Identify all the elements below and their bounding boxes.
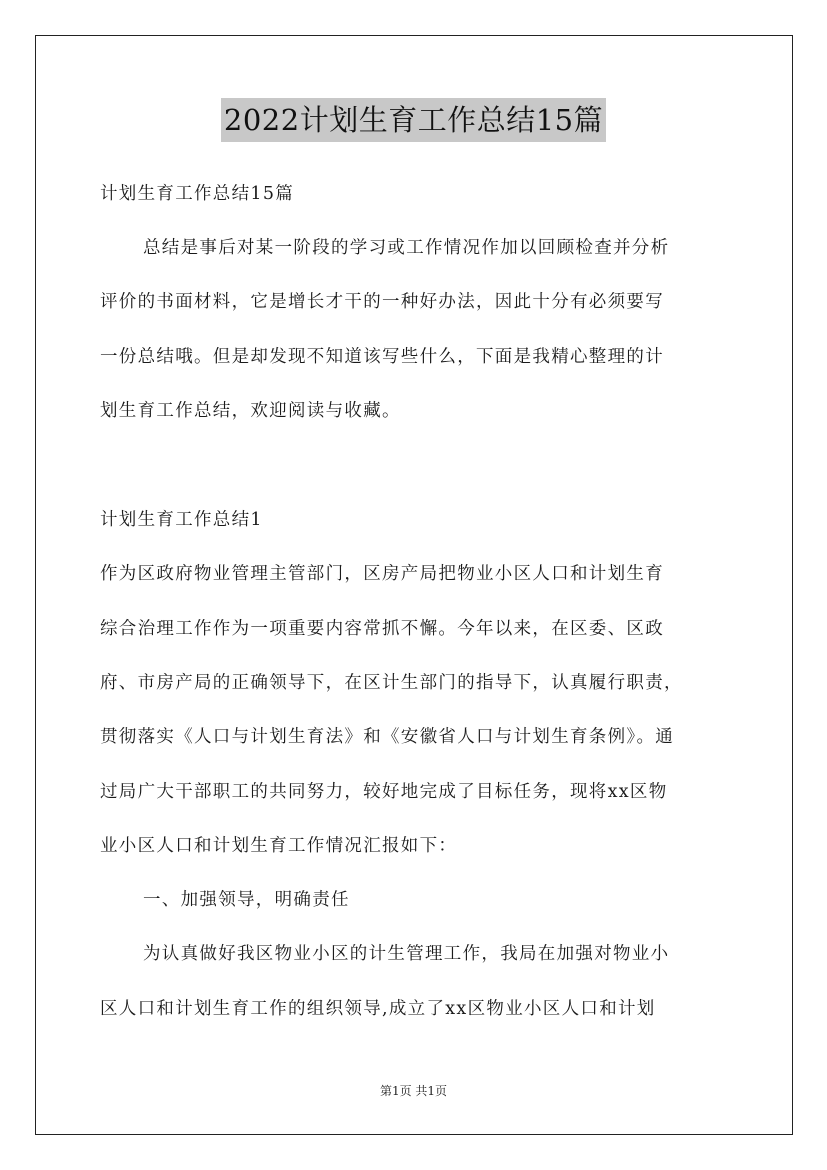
intro-line: 总结是事后对某一阶段的学习或工作情况作加以回顾检查并分析 bbox=[143, 238, 670, 258]
document-title: 2022计划生育工作总结15篇 bbox=[221, 98, 606, 142]
section-heading: 计划生育工作总结1 bbox=[100, 510, 263, 530]
point-line: 为认真做好我区物业小区的计生管理工作，我局在加强对物业小 bbox=[143, 944, 670, 964]
intro-line: 一份总结哦。但是却发现不知道该写些什么，下面是我精心整理的计 bbox=[100, 347, 664, 367]
document-subtitle: 计划生育工作总结15篇 bbox=[100, 184, 295, 204]
body-line: 业小区人口和计划生育工作情况汇报如下： bbox=[100, 836, 458, 856]
body-line: 作为区政府物业管理主管部门，区房产局把物业小区人口和计划生育 bbox=[100, 564, 664, 584]
body-line: 过局广大干部职工的共同努力，较好地完成了目标任务，现将xx区物 bbox=[100, 782, 668, 802]
body-line: 综合治理工作作为一项重要内容常抓不懈。今年以来，在区委、区政 bbox=[100, 619, 664, 639]
page-footer: 第1页 共1页 bbox=[379, 1084, 448, 1098]
intro-line: 划生育工作总结，欢迎阅读与收藏。 bbox=[100, 401, 401, 421]
body-line: 贯彻落实《人口与计划生育法》和《安徽省人口与计划生育条例》。通 bbox=[100, 727, 675, 747]
title-container bbox=[0, 98, 827, 142]
point-line: 区人口和计划生育工作的组织领导,成立了xx区物业小区人口和计划 bbox=[100, 999, 656, 1019]
body-line: 府、市房产局的正确领导下，在区计生部门的指导下，认真履行职责， bbox=[100, 673, 683, 693]
point-heading: 一、加强领导，明确责任 bbox=[143, 890, 350, 910]
intro-line: 评价的书面材料，它是增长才干的一种好办法，因此十分有必须要写 bbox=[100, 292, 664, 312]
